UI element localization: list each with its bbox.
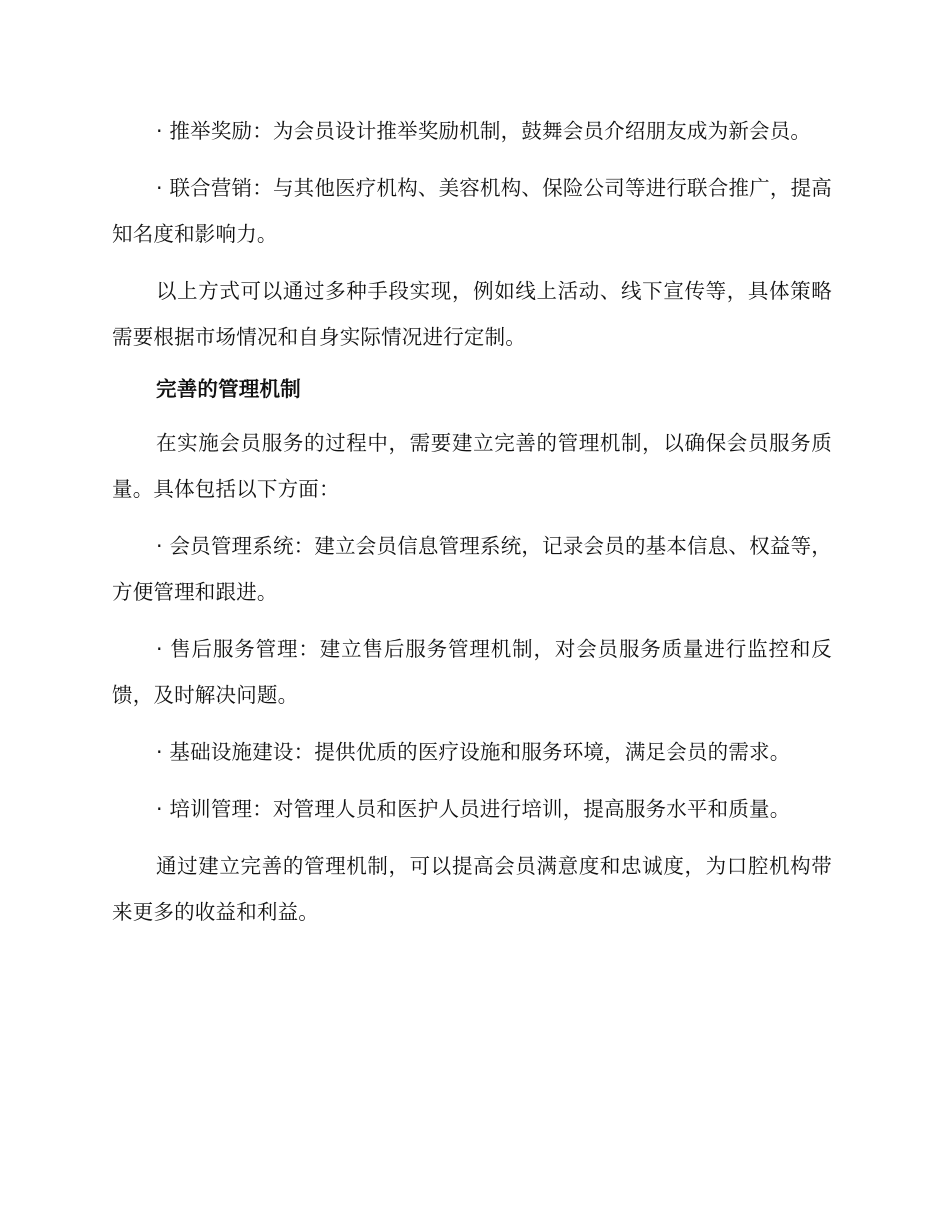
bullet-referral-reward: · 推举奖励：为会员设计推举奖励机制，鼓舞会员介绍朋友成为新会员。 <box>156 119 812 143</box>
bullet-member-system: · 会员管理系统：建立会员信息管理系统，记录会员的基本信息、权益等，方便管理和跟进。 <box>112 534 832 604</box>
document-page <box>112 108 832 935</box>
summary-paragraph: 以上方式可以通过多种手段实现，例如线上活动、线下宣传等，具体策略需要根据市场情况和自身实际情况进行定制。 <box>112 279 832 349</box>
conclusion-paragraph: 通过建立完善的管理机制，可以提高会员满意度和忠诚度，为口腔机构带来更多的收益和利益。 <box>112 854 832 924</box>
bullet-infrastructure: · 基础设施建设：提供优质的医疗设施和服务环境，满足会员的需求。 <box>156 740 791 764</box>
bullet-after-sales: · 售后服务管理：建立售后服务管理机制，对会员服务质量进行监控和反馈，及时解决问题。 <box>112 637 832 707</box>
section-heading: 完善的管理机制 <box>156 377 301 401</box>
bullet-joint-marketing: · 联合营销：与其他医疗机构、美容机构、保险公司等进行联合推广，提高知名度和影响力。 <box>112 176 832 246</box>
intro-paragraph: 在实施会员服务的过程中，需要建立完善的管理机制，以确保会员服务质量。具体包括以下方面： <box>112 431 832 501</box>
bullet-training: · 培训管理：对管理人员和医护人员进行培训，提高服务水平和质量。 <box>156 797 791 821</box>
